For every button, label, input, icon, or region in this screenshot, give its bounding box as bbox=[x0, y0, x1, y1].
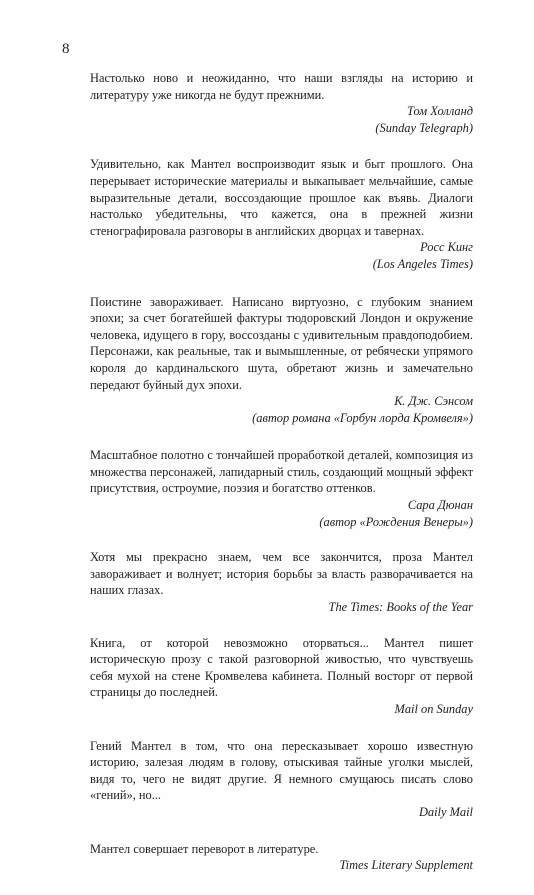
quote-text: Книга, от которой невозможно оторваться... Мантел пишет историческую прозу с такой разговорной живостью, что чувствуешь себя мухой на стене Кромвелева кабинета. Полный восторг от первой страницы до последней. bbox=[90, 635, 473, 700]
quote-author: Том Холланд bbox=[407, 104, 473, 119]
quote-block bbox=[90, 70, 473, 136]
quote-source: (автор «Рождения Венеры») bbox=[319, 514, 473, 529]
quote-text: Хотя мы прекрасно знаем, чем все закончится, проза Мантел завораживает и волнует; история борьбы за власть разворачивается на наших глазах. bbox=[90, 550, 473, 598]
quote-text: Гений Мантел в том, что она пересказывает хорошо известную историю, залезая людям в голову, отыскивая тайные уголки мыслей, видя то, чего не видят другие. Я немного смущаюсь писать слово «гений», но... bbox=[90, 738, 473, 803]
quote-text: Масштабное полотно с тончайшей проработкой деталей, композиция из множества персонажей, лапидарный стиль, создающий мощный эффект присутствия, остроумие, поэзия и богатство оттенков. bbox=[90, 448, 473, 496]
quote-block bbox=[90, 447, 473, 530]
quote-text: Удивительно, как Мантел воспроизводит язык и быт прошлого. Она перерывает исторические материалы и выкапывает мельчайшие, самые выразительные детали, воссоздающие прошлое как въявь. Диалоги настолько убедительны, что кажется, она в прежней жизни стенографировала разговоры в английских дворцах и тавернах. bbox=[90, 157, 473, 238]
page-number: 8 bbox=[62, 41, 70, 57]
quote-block bbox=[90, 841, 473, 874]
quote-author: К. Дж. Сэнсом bbox=[394, 394, 473, 409]
quote-block bbox=[90, 635, 473, 718]
quote-block bbox=[90, 294, 473, 427]
quote-source: (Los Angeles Times) bbox=[372, 256, 473, 271]
quote-text: Мантел совершает переворот в литературе. bbox=[90, 841, 319, 856]
quote-author: Росс Кинг bbox=[420, 240, 473, 255]
praise-quotes bbox=[90, 70, 473, 895]
quote-source: (Sunday Telegraph) bbox=[375, 120, 473, 135]
quote-block bbox=[90, 549, 473, 615]
quote-text: Настолько ново и неожиданно, что наши взгляды на историю и литературу уже никогда не будут прежними. bbox=[90, 71, 473, 102]
quote-source: Times Literary Supplement bbox=[339, 858, 473, 873]
quote-source: Daily Mail bbox=[418, 804, 473, 819]
quote-source: The Times: Books of the Year bbox=[328, 600, 473, 615]
quote-source: (автор романа «Горбун лорда Кромвеля») bbox=[252, 410, 473, 425]
quote-author: Сара Дюнан bbox=[407, 498, 473, 513]
quote-block bbox=[90, 156, 473, 272]
quote-text: Поистине завораживает. Написано виртуозно, с глубоким знанием эпохи; за счет богатейшей фактуры тюдоровский Лондон и окружение человека, идущего в гору, воссозданы с удивительным правдоподобием. Персонажи, как реальные, так и вымышленные, от ребячески упрямого короля до кардинальского шута, обретают жизнь и замечательно передают буйный дух эпохи. bbox=[90, 294, 473, 392]
quote-block bbox=[90, 738, 473, 821]
quote-source: Mail on Sunday bbox=[394, 702, 473, 716]
